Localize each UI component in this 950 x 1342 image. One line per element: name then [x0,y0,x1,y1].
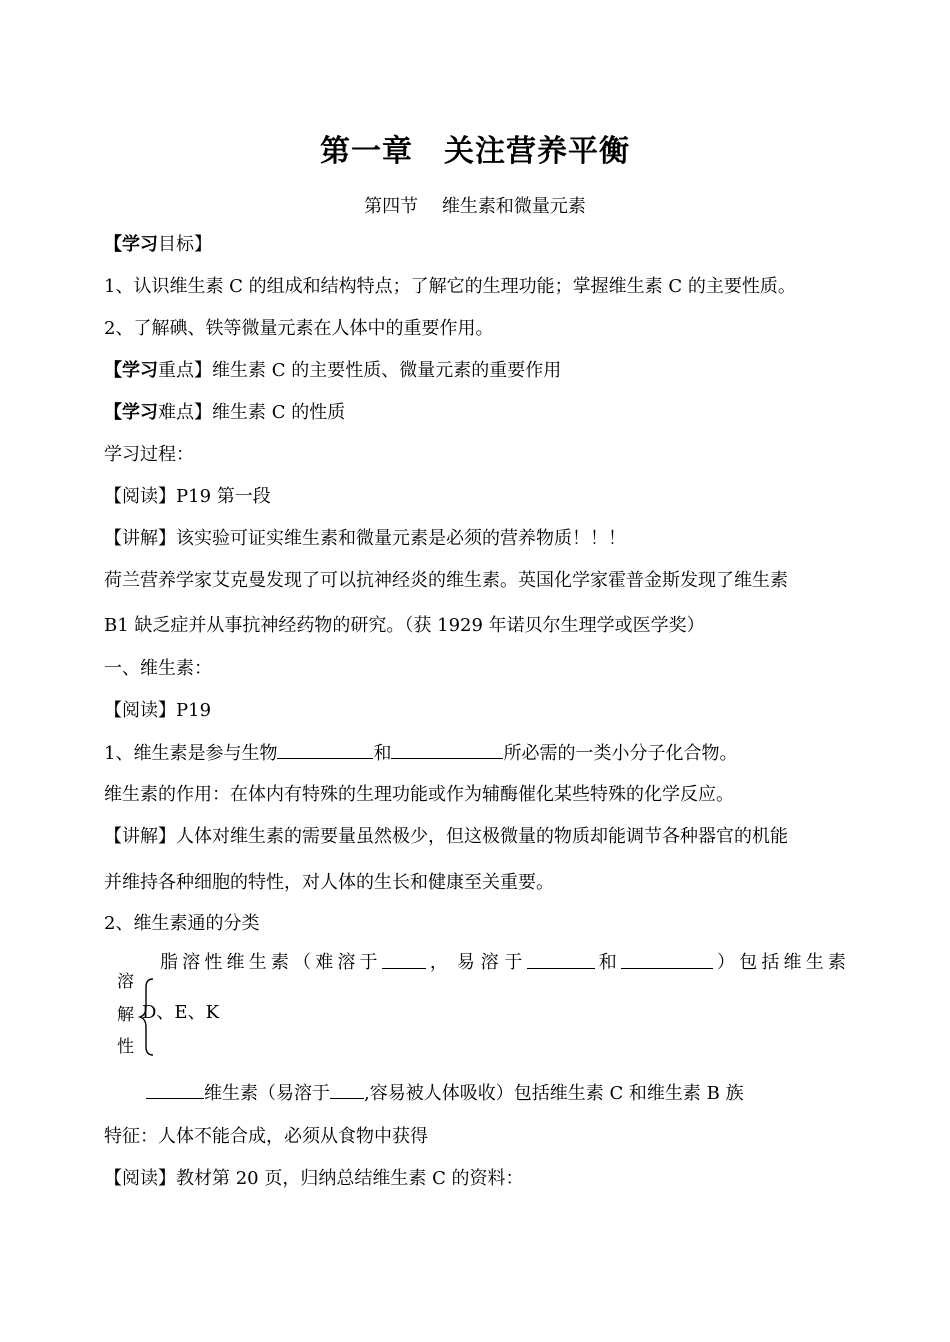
chapter-title: 第一章 关注营养平衡 [320,134,630,169]
blank-7[interactable] [330,1080,364,1099]
explain-note-2a: 【讲解】人体对维生素的需要量虽然极少，但这极微量的物质却能调节各种器官的机能 [104,826,788,847]
vitamin-function: 维生素的作用：在体内有特殊的生理功能或作为辅酶催化某些特殊的化学反应。 [104,784,734,805]
explain-note-1: 【讲解】该实验可证实维生素和微量元素是必须的营养物质！！！ [104,528,626,549]
question-1: 1、维生素是参与生物 和 所必需的一类小分子化合物。 [104,740,737,767]
read-note-1: 【阅读】P19 第一段 [104,486,271,507]
process-heading: 学习过程： [104,444,194,465]
solubility-label-1: 溶 [117,972,134,992]
section-vitamin-heading: 一、维生素： [104,658,212,679]
water-soluble-line: 维生素（易溶于 ,容易被人体吸收）包括维生素 C 和维生素 B 族 [146,1080,744,1107]
question-2: 2、维生素通的分类 [104,913,260,934]
goal-item-1: 1、认识维生素 C 的组成和结构特点；了解它的生理功能；掌握维生素 C 的主要性质。 [104,276,796,297]
blank-3[interactable] [382,950,426,969]
history-line-2: B1 缺乏症并从事抗神经药物的研究。（获 1929 年诺贝尔生理学或医学奖） [104,615,705,636]
goal-item-2: 2、了解碘、铁等微量元素在人体中的重要作用。 [104,318,494,339]
fat-soluble-cont: D、E、K [142,1002,220,1023]
goal-heading: 【学习目标】 [104,234,212,255]
blank-5[interactable] [621,950,713,969]
blank-2[interactable] [391,740,503,759]
vitamin-feature: 特征：人体不能合成，必须从食物中获得 [104,1126,428,1147]
solubility-label-3: 性 [117,1037,134,1057]
fat-soluble-line: 脂 溶 性 维 生 素 （ 难 溶 于 ， 易 溶 于 和 ） 包 括 维 生 素 [160,952,846,973]
read-note-3: 【阅读】教材第 20 页，归纳总结维生素 C 的资料： [104,1168,524,1189]
blank-4[interactable] [527,950,595,969]
section-subtitle: 第四节 维生素和微量元素 [364,196,586,217]
solubility-label-2: 解 [117,1005,134,1025]
history-line-1: 荷兰营养学家艾克曼发现了可以抗神经炎的维生素。英国化学家霍普金斯发现了维生素 [104,570,788,591]
blank-1[interactable] [277,740,373,759]
read-note-2: 【阅读】P19 [104,700,212,721]
difficulty-point: 【学习难点】维生素 C 的性质 [104,402,346,423]
blank-6[interactable] [146,1080,204,1099]
explain-note-2b: 并维持各种细胞的特性，对人体的生长和健康至关重要。 [104,872,554,893]
key-point: 【学习重点】维生素 C 的主要性质、微量元素的重要作用 [104,360,562,381]
